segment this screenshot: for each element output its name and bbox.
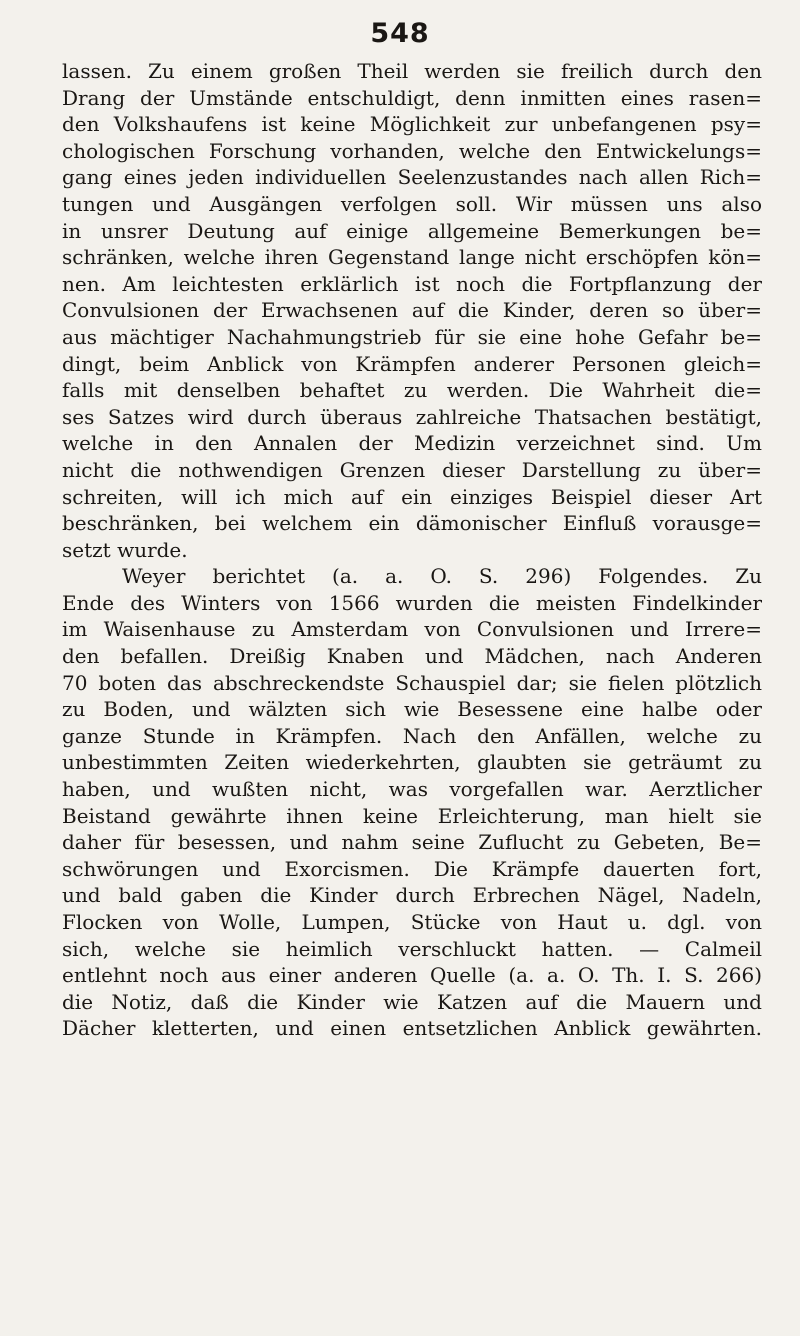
text-line: tungen und Ausgängen verfolgen soll. Wir müssen uns also <box>62 191 762 216</box>
text-line: unbestimmten Zeiten wiederkehrten, glaubten sie geträumt zu <box>62 750 762 775</box>
text-line: Weyer berichtet (a. a. O. S. 296) Folgendes. Zu <box>122 564 762 589</box>
text-line: Dächer kletterten, und einen entsetzlichen Anblick gewährten. <box>62 1016 762 1041</box>
text-line: in unsrer Deutung auf einige allgemeine Bemerkungen be= <box>62 218 762 243</box>
text-line: dingt, beim Anblick von Krämpfen anderer Personen gleich= <box>62 351 762 376</box>
text-line: setzt wurde. <box>62 537 188 562</box>
text-line: aus mächtiger Nachahmungstrieb für sie eine hohe Gefahr be= <box>62 324 762 349</box>
text-line: falls mit denselben behaftet zu werden. Die Wahrheit die= <box>62 378 762 403</box>
text-line: den befallen. Dreißig Knaben und Mädchen, nach Anderen <box>62 644 762 669</box>
text-line: daher für besessen, und nahm seine Zuflucht zu Gebeten, Be= <box>62 830 762 855</box>
text-line: haben, und wußten nicht, was vorgefallen war. Aerztlicher <box>62 777 762 802</box>
text-line: lassen. Zu einem großen Theil werden sie freilich durch den <box>62 59 762 83</box>
text-line: Convulsionen der Erwachsenen auf die Kinder, deren so über= <box>62 298 762 323</box>
text-line: ses Satzes wird durch überaus zahlreiche Thatsachen bestätigt, <box>62 404 762 429</box>
text-line: nen. Am leichtesten erklärlich ist noch die Fortpflanzung der <box>62 271 762 296</box>
text-line: zu Boden, und wälzten sich wie Besessene eine halbe oder <box>62 697 762 722</box>
text-line: Drang der Umstände entschuldigt, denn inmitten eines rasen= <box>62 85 762 110</box>
text-line: Beistand gewährte ihnen keine Erleichterung, man hielt sie <box>62 803 762 828</box>
text-line: nicht die nothwendigen Grenzen dieser Darstellung zu über= <box>62 457 762 482</box>
text-line: und bald gaben die Kinder durch Erbrechen Nägel, Nadeln, <box>62 883 762 908</box>
text-line: schreiten, will ich mich auf ein einziges Beispiel dieser Art <box>62 484 762 509</box>
page-number: 548 <box>370 18 430 49</box>
text-line: entlehnt noch aus einer anderen Quelle (a. a. O. Th. I. S. 266) <box>62 963 762 988</box>
paragraph <box>62 563 762 1042</box>
text-line: sich, welche sie heimlich verschluckt hatten. — Calmeil <box>62 936 762 961</box>
text-line: Flocken von Wolle, Lumpen, Stücke von Haut u. dgl. von <box>62 910 762 934</box>
text-line: Ende des Winters von 1566 wurden die meisten Findelkinder <box>62 590 762 615</box>
text-line: gang eines jeden individuellen Seelenzustandes nach allen Rich= <box>62 165 762 190</box>
text-line: welche in den Annalen der Medizin verzeichnet sind. Um <box>62 431 762 456</box>
text-line: 70 boten das abschreckendste Schauspiel dar; sie fielen plötzlich <box>62 670 762 695</box>
text-line: beschränken, bei welchem ein dämonischer Einfluß vorausge= <box>62 511 762 536</box>
text-line: ganze Stunde in Krämpfen. Nach den Anfällen, welche zu <box>62 723 762 748</box>
text-line: chologischen Forschung vorhanden, welche den Entwickelungs= <box>62 138 762 163</box>
text-line: schränken, welche ihren Gegenstand lange nicht erschöpfen kön= <box>62 245 762 270</box>
text-line: den Volkshaufens ist keine Möglichkeit zur unbefangenen psy= <box>62 112 762 137</box>
paragraph <box>62 58 762 563</box>
text-line: die Notiz, daß die Kinder wie Katzen auf die Mauern und <box>62 989 762 1014</box>
text-line: im Waisenhause zu Amsterdam von Convulsionen und Irrere= <box>62 617 762 642</box>
body-text <box>62 58 762 1042</box>
text-line: schwörungen und Exorcismen. Die Krämpfe dauerten fort, <box>62 856 762 881</box>
